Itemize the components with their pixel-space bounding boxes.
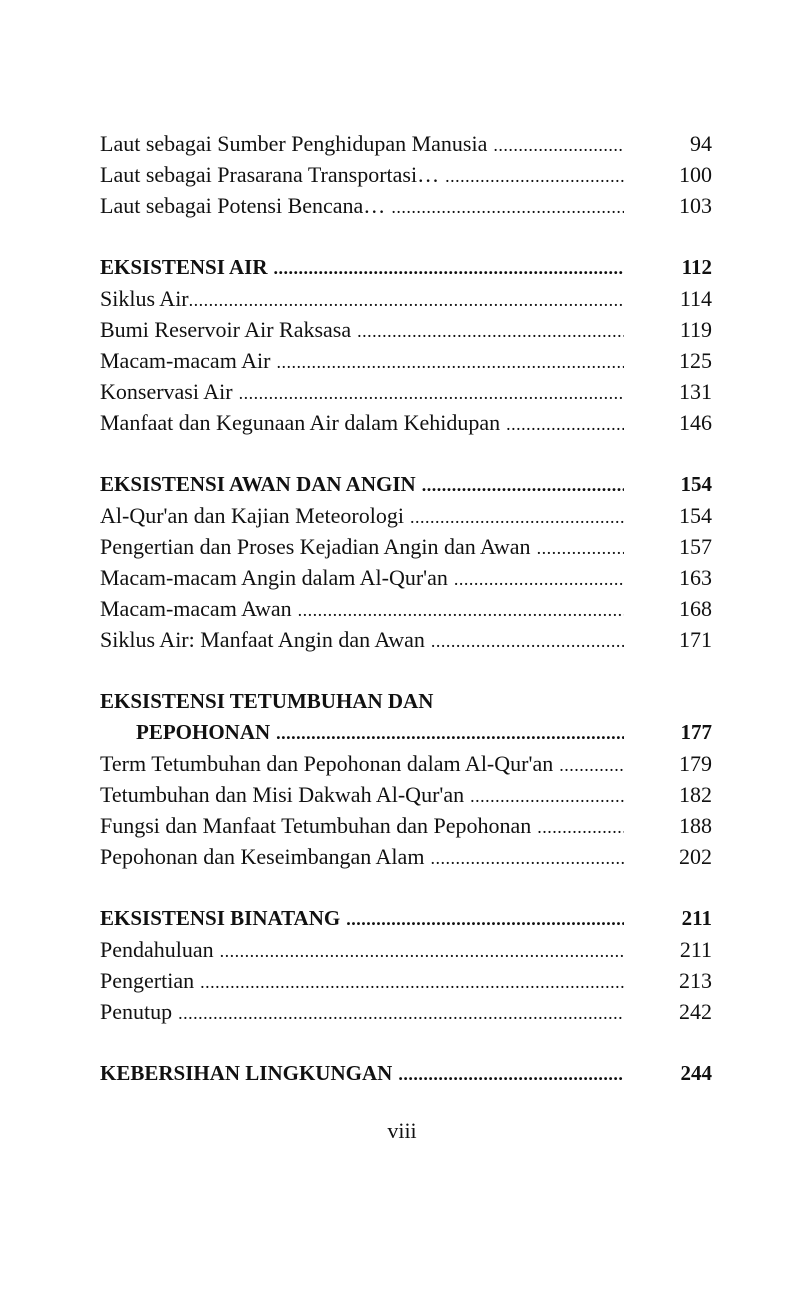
toc-entry xyxy=(100,283,712,314)
section-gap xyxy=(100,872,712,903)
toc-entry-page: 94 xyxy=(690,131,712,156)
dot-leader xyxy=(422,470,624,501)
toc-entry xyxy=(100,624,712,655)
dot-leader xyxy=(493,130,624,161)
toc-entry-page: 213 xyxy=(679,968,712,993)
dot-leader xyxy=(537,533,624,564)
toc-chapter-title: EKSISTENSI AIR xyxy=(100,255,268,279)
dot-leader xyxy=(410,502,624,533)
toc-entry-page: 100 xyxy=(679,162,712,187)
toc-entry-title: Term Tetumbuhan dan Pepohonan dalam Al-Qur'an xyxy=(100,751,554,776)
toc-entry-page: 154 xyxy=(679,503,712,528)
toc-entry xyxy=(100,376,712,407)
toc-entry-page: 188 xyxy=(679,813,712,838)
toc-entry-title: Fungsi dan Manfaat Tetumbuhan dan Pepohonan xyxy=(100,813,532,838)
section-gap xyxy=(100,655,712,686)
toc-entry-page: 125 xyxy=(679,348,712,373)
section-gap xyxy=(100,221,712,252)
toc-chapter-page: 211 xyxy=(681,906,712,930)
dot-leader xyxy=(431,626,624,657)
dot-leader xyxy=(298,595,624,626)
toc-entry xyxy=(100,810,712,841)
toc-entry xyxy=(100,500,712,531)
table-of-contents xyxy=(100,128,712,1089)
dot-leader xyxy=(391,192,624,223)
toc-entry xyxy=(100,314,712,345)
section-gap xyxy=(100,438,712,469)
toc-entry-title: Pengertian dan Proses Kejadian Angin dan Awan xyxy=(100,534,531,559)
toc-entry-title: Pepohonan dan Keseimbangan Alam xyxy=(100,844,425,869)
toc-entry-title: Macam-macam Awan xyxy=(100,596,292,621)
dot-leader xyxy=(454,564,624,595)
toc-chapter-page: 154 xyxy=(680,472,712,496)
page-number: viii xyxy=(387,1118,417,1143)
toc-entry-page: 119 xyxy=(679,317,712,342)
toc-entry-page: 146 xyxy=(679,410,712,435)
toc-entry-title: Al-Qur'an dan Kajian Meteorologi xyxy=(100,503,404,528)
dot-leader xyxy=(274,253,625,284)
toc-chapter-title: KEBERSIHAN LINGKUNGAN xyxy=(100,1061,393,1085)
toc-chapter-heading xyxy=(100,469,712,500)
toc-entry xyxy=(100,128,712,159)
toc-entry xyxy=(100,593,712,624)
dot-leader xyxy=(537,812,624,843)
toc-entry-title: Laut sebagai Potensi Bencana… xyxy=(100,193,386,218)
toc-chapter-title: PEPOHONAN xyxy=(136,720,271,744)
toc-entry xyxy=(100,407,712,438)
toc-chapter-page: 112 xyxy=(681,255,712,279)
toc-entry-page: 114 xyxy=(679,286,712,311)
dot-leader xyxy=(346,904,624,935)
toc-entry-title: Penutup xyxy=(100,999,173,1024)
toc-entry xyxy=(100,779,712,810)
dot-leader xyxy=(239,378,624,409)
toc-chapter-heading xyxy=(100,717,712,748)
dot-leader xyxy=(559,750,624,781)
dot-leader xyxy=(398,1059,624,1090)
dot-leader xyxy=(430,843,624,874)
dot-leader xyxy=(276,718,624,749)
toc-chapter-page: 244 xyxy=(680,1061,712,1085)
toc-entry-title: Konservasi Air xyxy=(100,379,233,404)
dot-leader xyxy=(506,409,624,440)
toc-entry-title: Siklus Air xyxy=(100,286,189,311)
toc-entry xyxy=(100,345,712,376)
toc-entry-page: 242 xyxy=(679,999,712,1024)
toc-entry-title: Macam-macam Angin dalam Al-Qur'an xyxy=(100,565,448,590)
toc-chapter-page: 177 xyxy=(680,720,712,744)
toc-entry-title: Macam-macam Air xyxy=(100,348,271,373)
toc-entry xyxy=(100,841,712,872)
toc-chapter-heading xyxy=(100,252,712,283)
toc-chapter-title: EKSISTENSI AWAN DAN ANGIN xyxy=(100,472,416,496)
toc-entry xyxy=(100,190,712,221)
toc-entry-title: Pendahuluan xyxy=(100,937,214,962)
dot-leader xyxy=(220,936,624,967)
section-gap xyxy=(100,1027,712,1058)
toc-entry xyxy=(100,159,712,190)
toc-entry-title: Bumi Reservoir Air Raksasa xyxy=(100,317,352,342)
dot-leader xyxy=(357,316,624,347)
toc-entry xyxy=(100,748,712,779)
toc-entry-title: Manfaat dan Kegunaan Air dalam Kehidupan xyxy=(100,410,501,435)
toc-entry-page: 103 xyxy=(679,193,712,218)
toc-chapter-heading xyxy=(100,1058,712,1089)
toc-entry-title: Laut sebagai Prasarana Transportasi… xyxy=(100,162,440,187)
dot-leader xyxy=(276,347,624,378)
toc-entry xyxy=(100,996,712,1027)
toc-entry-page: 168 xyxy=(679,596,712,621)
dot-leader xyxy=(470,781,624,812)
toc-entry-page: 157 xyxy=(679,534,712,559)
dot-leader xyxy=(200,967,624,998)
toc-entry-page: 163 xyxy=(679,565,712,590)
toc-entry-page: 202 xyxy=(679,844,712,869)
toc-entry xyxy=(100,531,712,562)
dot-leader xyxy=(445,161,624,192)
toc-entry-title: Pengertian xyxy=(100,968,195,993)
toc-chapter-title: EKSISTENSI BINATANG xyxy=(100,906,341,930)
toc-entry-page: 171 xyxy=(679,627,712,652)
dot-leader xyxy=(178,998,624,1029)
toc-entry xyxy=(100,934,712,965)
dot-leader xyxy=(189,285,624,316)
toc-entry-title: Siklus Air: Manfaat Angin dan Awan xyxy=(100,627,425,652)
toc-entry-page: 182 xyxy=(679,782,712,807)
toc-entry-title: Tetumbuhan dan Misi Dakwah Al-Qur'an xyxy=(100,782,465,807)
toc-entry-page: 211 xyxy=(679,937,712,962)
toc-chapter-heading xyxy=(100,903,712,934)
toc-chapter-title-line: EKSISTENSI TETUMBUHAN DAN xyxy=(100,689,434,713)
toc-entry-page: 179 xyxy=(679,751,712,776)
toc-entry-title: Laut sebagai Sumber Penghidupan Manusia xyxy=(100,131,488,156)
toc-entry xyxy=(100,562,712,593)
toc-entry-page: 131 xyxy=(679,379,712,404)
toc-entry xyxy=(100,965,712,996)
